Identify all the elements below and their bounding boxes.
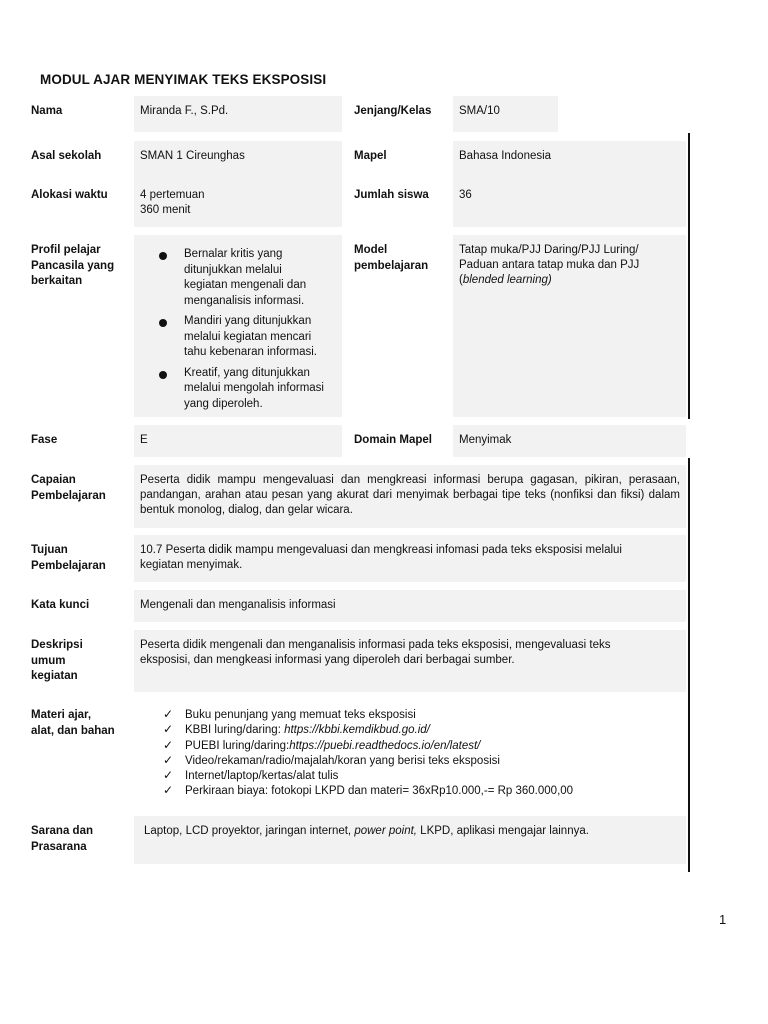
model-paren: ( bbox=[459, 274, 463, 286]
model-line2: Paduan antara tatap muka dan PJJ bbox=[459, 259, 640, 271]
right-border-line-lower bbox=[688, 458, 690, 872]
sarana-text bbox=[144, 824, 680, 839]
value-domain-mapel bbox=[453, 425, 686, 457]
capaian-text: Peserta didik mampu mengevaluasi dan mengkreasi informasi berupa gagasan, pikiran, perasaan, pandangan, arahan atau pesan yang akurat dari menyimak berbagai tipe teks (nonfiksi dan fiksi) dalam bentuk monolog, dialog, dan gelar wicara. bbox=[140, 474, 680, 516]
materi-item bbox=[134, 739, 686, 754]
right-border-line-upper bbox=[688, 133, 690, 419]
profil-item-line: ditunjukkan melalui bbox=[184, 263, 282, 276]
value-nama bbox=[134, 96, 342, 132]
materi-item bbox=[134, 708, 686, 723]
materi-item-text: KBBI luring/daring: bbox=[185, 724, 285, 737]
value-profil-pelajar bbox=[134, 235, 342, 417]
materi-item-text: Video/rekaman/radio/majalah/koran yang berisi teks eksposisi bbox=[185, 754, 500, 767]
materi-item bbox=[134, 723, 686, 738]
sarana-part1: Laptop, LCD proyektor, jaringan internet, bbox=[144, 825, 355, 837]
sarana-label-line1: Sarana dan bbox=[31, 825, 93, 837]
profil-item bbox=[140, 366, 336, 413]
domain-text: Menyimak bbox=[459, 434, 512, 446]
materi-item-text: Buku penunjang yang memuat teks eksposisi bbox=[185, 709, 416, 721]
profil-item-line: Mandiri yang ditunjukkan bbox=[184, 315, 312, 327]
sarana-part2: power point, bbox=[354, 825, 417, 837]
tujuan-line1: 10.7 Peserta didik mampu mengevaluasi dan mengkreasi infomasi pada teks eksposisi melalui bbox=[140, 544, 622, 556]
label-alokasi-waktu: Alokasi waktu bbox=[31, 189, 108, 201]
kbbi-link[interactable]: https://kbbi.kemdikbud.go.id/ bbox=[284, 724, 430, 737]
label-mapel: Mapel bbox=[354, 150, 387, 162]
label-jenjang: Jenjang/Kelas bbox=[354, 105, 432, 117]
profil-item bbox=[140, 247, 336, 309]
profil-label-line2: Pancasila yang bbox=[31, 259, 115, 272]
check-icon: ✓ bbox=[163, 707, 174, 721]
check-icon: ✓ bbox=[163, 752, 174, 767]
check-icon: ✓ bbox=[163, 783, 174, 798]
page-number: 1 bbox=[719, 912, 727, 927]
label-profil-pelajar bbox=[31, 243, 127, 290]
label-fase: Fase bbox=[31, 434, 58, 446]
deskripsi-label-line3: kegiatan bbox=[31, 670, 78, 682]
sarana-part3: LKPD, aplikasi mengajar lainnya. bbox=[416, 825, 589, 837]
capaian-label-line1: Capaian bbox=[31, 474, 76, 486]
alokasi-line2: 360 menit bbox=[140, 204, 191, 216]
check-icon: ✓ bbox=[163, 737, 174, 752]
value-kata-kunci bbox=[134, 590, 686, 622]
materi-item-text: Perkiraan biaya: fotokopi LKPD dan materi= 36xRp10.000,-= Rp 360.000,00 bbox=[185, 785, 574, 798]
materi-label-line2: alat, dan bahan bbox=[31, 724, 115, 737]
profil-label-line3: berkaitan bbox=[31, 275, 83, 287]
materi-item bbox=[134, 754, 686, 769]
label-sarana bbox=[31, 824, 127, 855]
value-alokasi-waktu bbox=[134, 180, 342, 227]
profil-item-line: Bernalar kritis yang bbox=[184, 248, 283, 260]
value-model-pembelajaran bbox=[453, 235, 686, 417]
label-materi bbox=[31, 708, 127, 739]
jenjang-text: SMA/10 bbox=[459, 105, 500, 117]
profil-list bbox=[140, 247, 336, 412]
profil-item-line: menganalisis informasi. bbox=[184, 294, 305, 307]
model-line3 bbox=[459, 273, 680, 288]
value-fase bbox=[134, 425, 342, 457]
value-mapel bbox=[453, 141, 686, 181]
value-materi bbox=[134, 708, 686, 800]
label-nama: Nama bbox=[31, 105, 63, 117]
jumlah-text: 36 bbox=[459, 189, 472, 201]
check-icon: ✓ bbox=[163, 722, 174, 737]
tujuan-line2: kegiatan menyimak. bbox=[140, 559, 243, 571]
alokasi-line1: 4 pertemuan bbox=[140, 189, 205, 201]
bullet-icon bbox=[159, 319, 167, 327]
check-icon: ✓ bbox=[163, 768, 174, 783]
label-model-pembelajaran bbox=[354, 243, 446, 274]
profil-item-line: kegiatan mengenali dan bbox=[184, 279, 307, 291]
model-label-line2: pembelajaran bbox=[354, 259, 429, 272]
label-asal-sekolah: Asal sekolah bbox=[31, 150, 102, 162]
profil-item bbox=[140, 314, 336, 361]
profil-item-line: tahu kebenaran informasi. bbox=[184, 346, 317, 358]
label-capaian bbox=[31, 473, 127, 504]
value-deskripsi bbox=[134, 630, 686, 692]
profil-label-line1: Profil pelajar bbox=[31, 244, 101, 256]
fase-text: E bbox=[140, 434, 148, 446]
document-title: MODUL AJAR MENYIMAK TEKS EKSPOSISI bbox=[40, 72, 327, 87]
value-jumlah-siswa bbox=[453, 180, 686, 227]
profil-item-line: Kreatif, yang ditunjukkan bbox=[184, 366, 310, 379]
tujuan-label-line2: Pembelajaran bbox=[31, 559, 106, 572]
sarana-label-line2: Prasarana bbox=[31, 840, 87, 853]
deskripsi-label-line1: Deskripsi bbox=[31, 639, 83, 651]
model-label-line1: Model bbox=[354, 244, 388, 256]
materi-label-line1: Materi ajar, bbox=[31, 709, 92, 721]
materi-item bbox=[134, 784, 686, 799]
model-italic: blended learning) bbox=[462, 274, 552, 286]
label-kata-kunci: Kata kunci bbox=[31, 599, 90, 611]
materi-item-text: Internet/laptop/kertas/alat tulis bbox=[185, 770, 339, 783]
mapel-text: Bahasa Indonesia bbox=[459, 150, 552, 162]
puebi-link[interactable]: https://puebi.readthedocs.io/en/latest/ bbox=[289, 739, 481, 752]
profil-item-line: melalui kegiatan mencari bbox=[184, 330, 312, 343]
value-capaian bbox=[134, 465, 686, 528]
materi-list bbox=[134, 708, 686, 800]
model-line1: Tatap muka/PJJ Daring/PJJ Luring/ bbox=[459, 244, 639, 256]
deskripsi-line1: Peserta didik mengenali dan menganalisis informasi pada teks eksposisi, mengevaluasi teks bbox=[140, 639, 611, 651]
bullet-icon bbox=[159, 371, 167, 379]
deskripsi-line2: eksposisi, dan mengkeasi informasi yang diperoleh dari berbagai sumber. bbox=[140, 654, 515, 666]
capaian-label-line2: Pembelajaran bbox=[31, 489, 106, 502]
value-sarana bbox=[134, 816, 686, 864]
kata-text: Mengenali dan menganalisis informasi bbox=[140, 599, 336, 611]
label-jumlah-siswa: Jumlah siswa bbox=[354, 189, 429, 201]
label-domain-mapel: Domain Mapel bbox=[354, 434, 432, 446]
profil-item-line: yang diperoleh. bbox=[184, 397, 263, 410]
nama-text: Miranda F., S.Pd. bbox=[140, 105, 229, 117]
materi-item-text: PUEBI luring/daring: bbox=[185, 739, 290, 752]
label-tujuan bbox=[31, 543, 127, 574]
tujuan-label-line1: Tujuan bbox=[31, 544, 68, 556]
label-deskripsi bbox=[31, 638, 127, 685]
bullet-icon bbox=[159, 252, 167, 260]
value-tujuan bbox=[134, 535, 686, 582]
profil-item-line: melalui mengolah informasi bbox=[184, 382, 324, 394]
value-jenjang bbox=[453, 96, 558, 132]
value-asal-sekolah bbox=[134, 141, 342, 181]
materi-item bbox=[134, 769, 686, 784]
deskripsi-label-line2: umum bbox=[31, 654, 66, 667]
asal-text: SMAN 1 Cireunghas bbox=[140, 150, 245, 162]
